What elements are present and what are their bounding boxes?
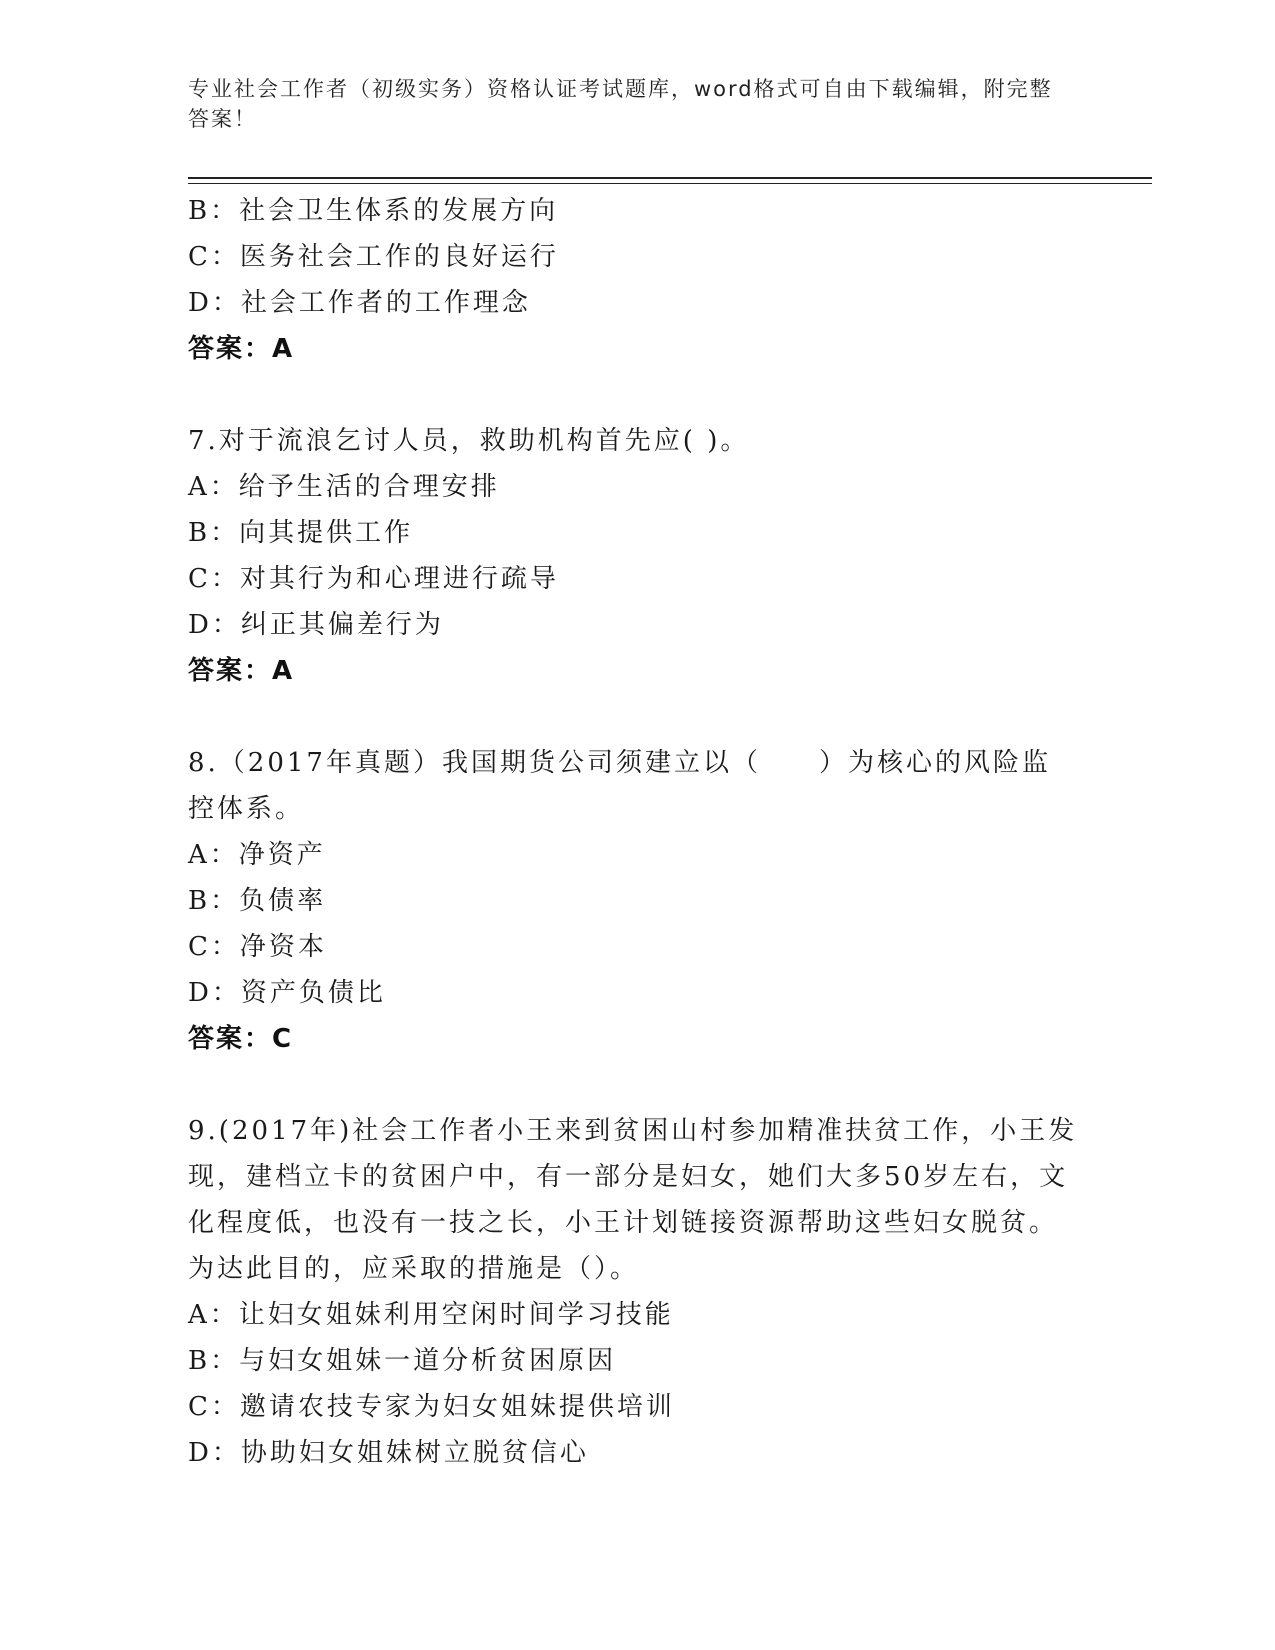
option-b: B：向其提供工作 <box>188 518 414 548</box>
prev-question-block <box>188 188 1088 372</box>
answer-line: 答案：A <box>188 656 295 686</box>
question-stem: 9.(2017年)社会工作者小王来到贫困山村参加精准扶贫工作，小王发现，建档立卡的贫困户中，有一部分是妇女，她们大多50岁左右，文化程度低，也没有一技之长，小王计划链接资源帮助这些妇女脱贫。为达此目的，应采取的措施是（）。 <box>188 1116 1078 1284</box>
option-c: C：医务社会工作的良好运行 <box>188 242 559 272</box>
answer-line: 答案：A <box>188 334 295 364</box>
option-c: C：邀请农技专家为妇女姐妹提供培训 <box>188 1392 675 1422</box>
option-c: C：对其行为和心理进行疏导 <box>188 564 559 594</box>
option-d: D：社会工作者的工作理念 <box>188 288 531 318</box>
page-header: 专业社会工作者（初级实务）资格认证考试题库，word格式可自由下载编辑，附完整答案！ <box>188 77 1053 131</box>
question-8 <box>188 740 1088 1062</box>
option-b: B：与妇女姐妹一道分析贫困原因 <box>188 1346 617 1376</box>
answer-line: 答案：C <box>188 1024 294 1054</box>
option-d: D：资产负债比 <box>188 978 386 1008</box>
question-9 <box>188 1108 1088 1476</box>
option-d: D：协助妇女姐妹树立脱贫信心 <box>188 1438 589 1468</box>
option-d: D：纠正其偏差行为 <box>188 610 444 640</box>
question-stem: 8.（2017年真题）我国期货公司须建立以（ ）为核心的风险监控体系。 <box>188 748 1051 824</box>
header-divider-thick <box>188 177 1152 179</box>
option-a: A：给予生活的合理安排 <box>188 472 500 502</box>
question-7 <box>188 418 1088 694</box>
option-b: B：负债率 <box>188 886 327 916</box>
option-a: A：净资产 <box>188 840 326 870</box>
option-c: C：净资本 <box>188 932 327 962</box>
option-a: A：让妇女姐妹利用空闲时间学习技能 <box>188 1300 674 1330</box>
option-b: B：社会卫生体系的发展方向 <box>188 196 559 226</box>
exam-content <box>188 188 1088 1476</box>
header-divider-thin <box>188 183 1152 184</box>
question-stem: 7.对于流浪乞讨人员，救助机构首先应( )。 <box>188 426 750 456</box>
